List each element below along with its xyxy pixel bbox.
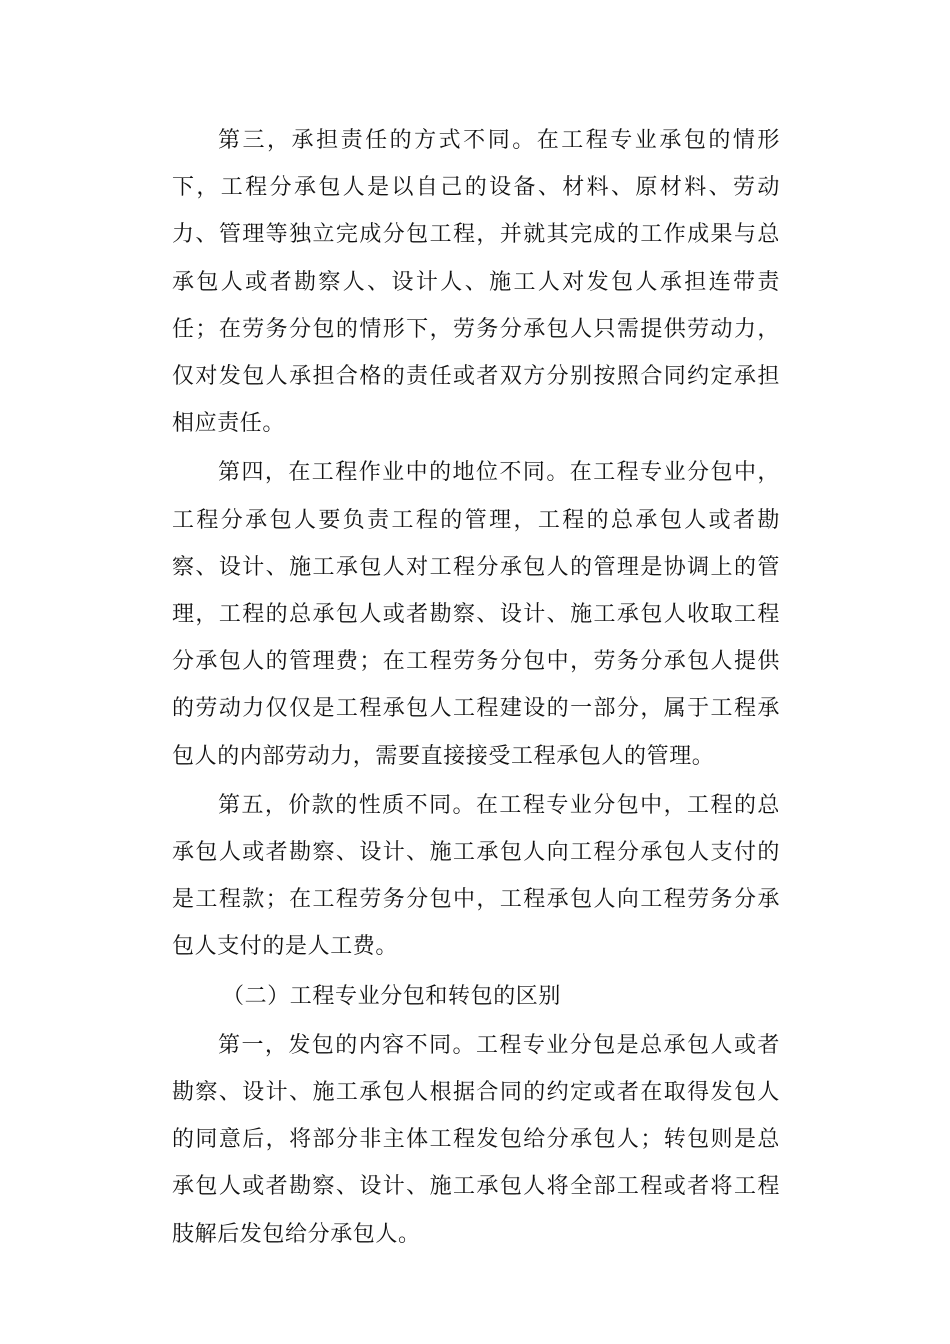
- paragraph-fourth-difference: 第四，在工程作业中的地位不同。在工程专业分包中，工程分承包人要负责工程的管理，工程的总承包人或者勘察、设计、施工承包人对工程分承包人的管理是协调上的管理，工程的总承包人或者勘察、设计、施工承包人收取工程分承包人的管理费；在工程劳务分包中，劳务分承包人提供的劳动力仅仅是工程承包人工程建设的一部分，属于工程承包人的内部劳动力，需要直接接受工程承包人的管理。: [172, 460, 780, 769]
- paragraph-fifth-difference: 第五，价款的性质不同。在工程专业分包中，工程的总承包人或者勘察、设计、施工承包人向工程分承包人支付的是工程款；在工程劳务分包中，工程承包人向工程劳务分承包人支付的是人工费。: [172, 792, 780, 960]
- paragraph-first-difference: 第一，发包的内容不同。工程专业分包是总承包人或者勘察、设计、施工承包人根据合同的约定或者在取得发包人的同意后，将部分非主体工程发包给分承包人；转包则是总承包人或者勘察、设计、施工承包人将全部工程或者将工程肢解后发包给分承包人。: [172, 1032, 780, 1247]
- section-heading: （二）工程专业分包和转包的区别: [222, 983, 562, 1009]
- paragraph-third-difference: 第三，承担责任的方式不同。在工程专业承包的情形下，工程分承包人是以自己的设备、材料、原材料、劳动力、管理等独立完成分包工程，并就其完成的工作成果与总承包人或者勘察人、设计人、施工人对发包人承担连带责任；在劳务分包的情形下，劳务分承包人只需提供劳动力，仅对发包人承担合格的责任或者双方分别按照合同约定承担相应责任。: [172, 128, 780, 437]
- document-page: [172, 117, 780, 1260]
